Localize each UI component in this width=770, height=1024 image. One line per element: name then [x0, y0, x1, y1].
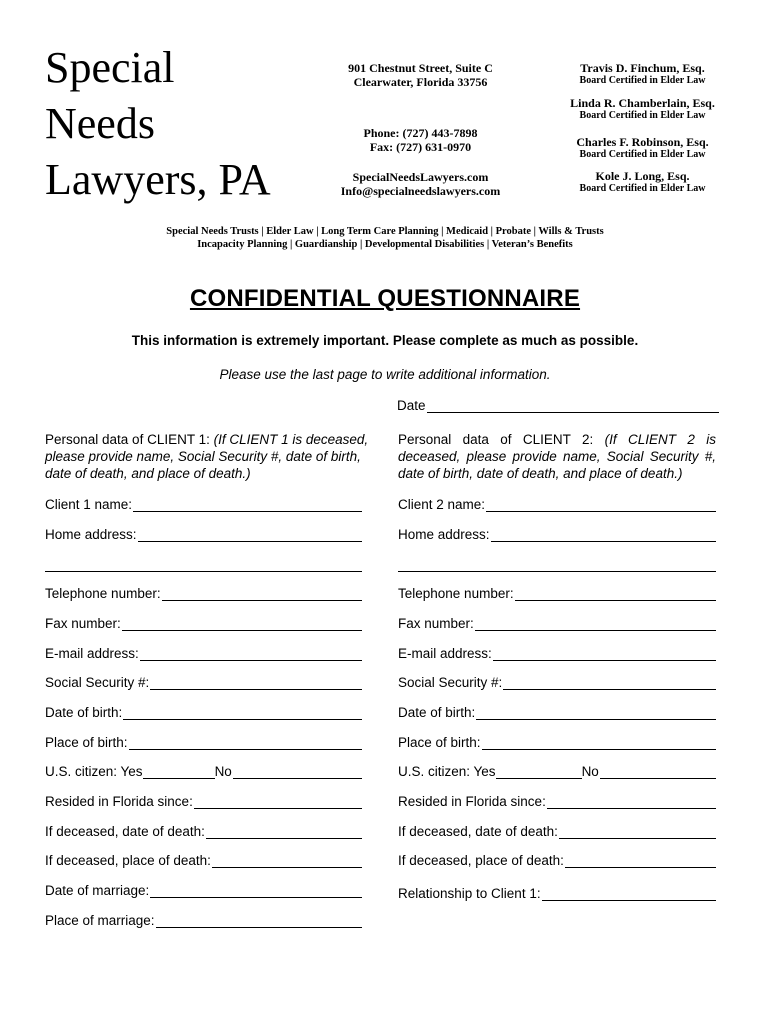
form-intro: This information is extremely important. Please complete as much as possible. — [131, 333, 639, 348]
client2-citizen-field[interactable]: U.S. citizen: Yes No — [398, 764, 716, 779]
office-address: 901 Chestnut Street, Suite C Clearwater, Florida 33756 — [348, 61, 493, 89]
client2-death-date-field[interactable]: If deceased, date of death: — [398, 824, 716, 839]
client2-florida-field[interactable]: Resided in Florida since: — [398, 794, 716, 809]
attorney-3: Charles F. Robinson, Esq. Board Certified in Elder Law — [576, 135, 709, 160]
date-field[interactable] — [397, 398, 719, 413]
client2-relationship-field[interactable]: Relationship to Client 1: — [398, 886, 716, 901]
client2-home-address-field[interactable]: Home address: — [398, 527, 716, 542]
client2-email-field[interactable]: E-mail address: — [398, 646, 716, 661]
client1-marriage-date-field[interactable]: Date of marriage: — [45, 883, 362, 898]
attorney-2: Linda R. Chamberlain, Esq. Board Certified in Elder Law — [570, 96, 715, 121]
date-line[interactable] — [427, 398, 719, 413]
client1-home-address-field[interactable]: Home address: — [45, 527, 362, 542]
phone-fax: Phone: (727) 443-7898 Fax: (727) 631-0970 — [363, 126, 478, 154]
client1-pob-field[interactable]: Place of birth: — [45, 735, 362, 750]
client2-address-line-2[interactable] — [398, 570, 716, 572]
client1-marriage-place-field[interactable]: Place of marriage: — [45, 913, 362, 928]
logo-line-2: Needs — [45, 99, 155, 148]
client2-pob-field[interactable]: Place of birth: — [398, 735, 716, 750]
client2-telephone-field[interactable]: Telephone number: — [398, 586, 716, 601]
client1-dob-field[interactable]: Date of birth: — [45, 705, 362, 720]
client1-ssn-field[interactable]: Social Security #: — [45, 675, 362, 690]
client1-heading: Personal data of CLIENT 1: (If CLIENT 1 is deceased, please provide name, Social Security #, date of birth, date of death, and place of death.) — [45, 432, 369, 481]
client1-citizen-yes[interactable] — [143, 764, 215, 779]
client2-name-field[interactable]: Client 2 name: — [398, 497, 716, 512]
client1-death-place-field[interactable]: If deceased, place of death: — [45, 853, 362, 868]
web-contact — [318, 170, 523, 198]
client1-fax-field[interactable]: Fax number: — [45, 616, 362, 631]
client1-address-line-2[interactable] — [45, 570, 362, 572]
attorney-1: Travis D. Finchum, Esq. Board Certified in Elder Law — [579, 61, 706, 86]
date-label: Date — [397, 398, 426, 413]
client2-heading: Personal data of CLIENT 2: (If CLIENT 2 is deceased, please provide name, Social Security #, date of birth, date of death, and place of death.) — [398, 432, 717, 481]
client2-death-place-field[interactable]: If deceased, place of death: — [398, 853, 716, 868]
attorney-4: Kole J. Long, Esq. Board Certified in Elder Law — [579, 169, 706, 194]
client2-ssn-field[interactable]: Social Security #: — [398, 675, 716, 690]
client1-death-date-field[interactable]: If deceased, date of death: — [45, 824, 362, 839]
logo-line-1: Special — [45, 43, 175, 92]
client1-citizen-no[interactable] — [233, 764, 362, 779]
client2-citizen-yes[interactable] — [496, 764, 582, 779]
practice-areas: Special Needs Trusts | Elder Law | Long Term Care Planning | Medicaid | Probate | Wills & Trusts Incapacity Planning | Guardianship | Developmental Disabilities | Veteran’s Benefits — [166, 226, 604, 250]
client2-citizen-no[interactable] — [600, 764, 716, 779]
client1-email-field[interactable]: E-mail address: — [45, 646, 362, 661]
form-note: Please use the last page to write additional information. — [219, 367, 551, 382]
form-title: CONFIDENTIAL QUESTIONNAIRE — [189, 285, 581, 312]
client1-florida-field[interactable]: Resided in Florida since: — [45, 794, 362, 809]
client2-dob-field[interactable]: Date of birth: — [398, 705, 716, 720]
client2-fax-field[interactable]: Fax number: — [398, 616, 716, 631]
firm-logo — [45, 40, 271, 208]
client1-name-field[interactable]: Client 1 name: — [45, 497, 362, 512]
client1-citizen-field[interactable]: U.S. citizen: Yes No — [45, 764, 362, 779]
client1-telephone-field[interactable]: Telephone number: — [45, 586, 362, 601]
email-link[interactable]: Info@specialneedslawyers.com — [340, 184, 501, 198]
logo-line-3: Lawyers, PA — [45, 155, 271, 204]
website-link[interactable]: SpecialNeedsLawyers.com — [352, 170, 489, 184]
